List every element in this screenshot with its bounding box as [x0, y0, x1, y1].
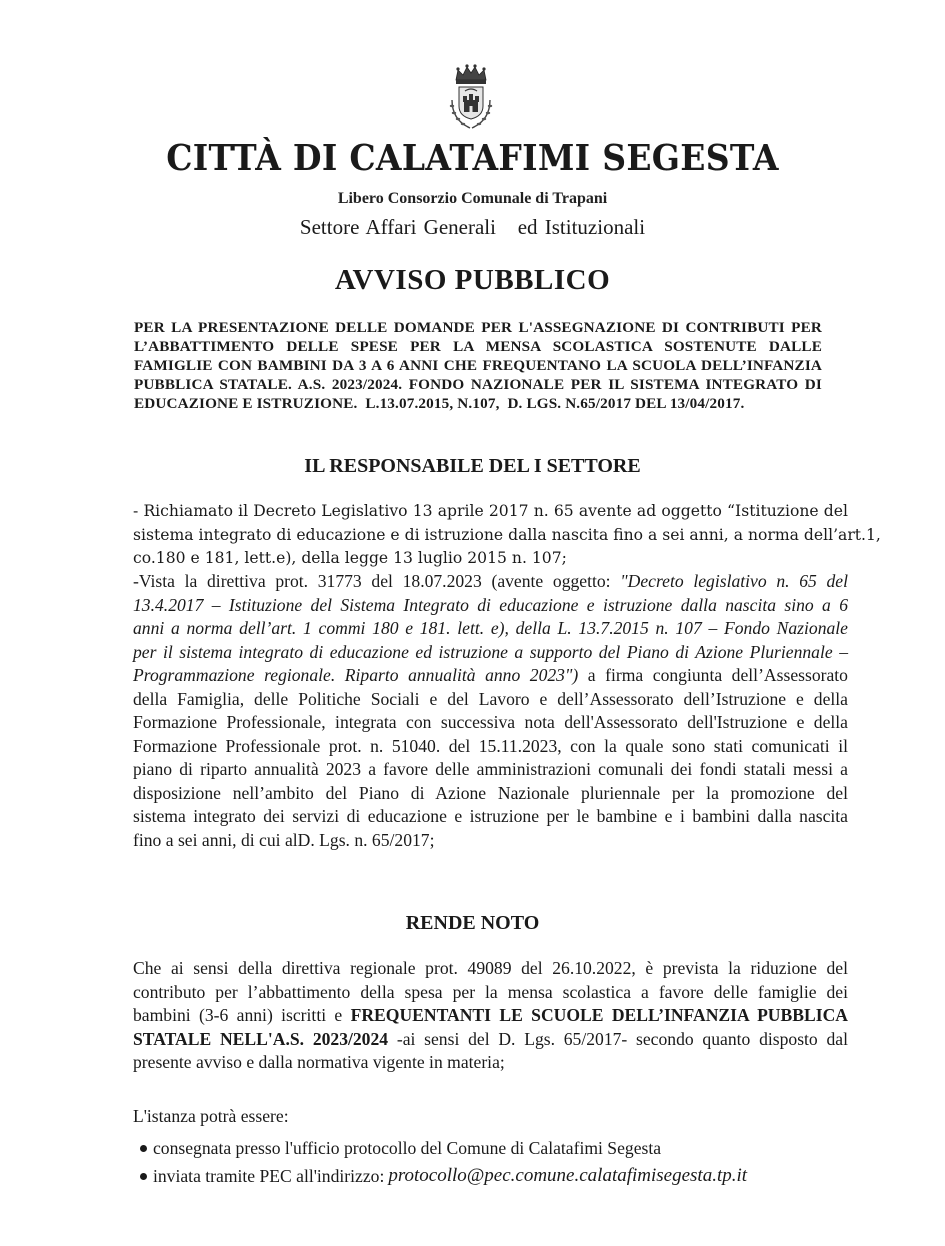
subject-line: EDUCAZIONE E ISTRUZIONE. L.13.07.2015, N.107, D. LGS. N.65/2017 DEL 13/04/2017. — [134, 395, 745, 412]
paragraph-line: disposizione nell’ambito del Piano di Azione Nazionale pluriennale per la promozione del — [133, 782, 848, 803]
paragraph-line: 13.4.2017 – Istituzione del Sistema Integrato di educazione e istruzione dalla nascita sino a 6 — [133, 594, 848, 615]
paragraph-directive — [133, 570, 848, 852]
paragraph-announcement — [133, 957, 848, 1075]
consortium-subtitle: Libero Consorzio Comunale di Trapani — [337, 190, 608, 207]
paragraph-line: Che ai sensi della direttiva regionale prot. 49089 del 26.10.2022, è prevista la riduzione del — [133, 958, 848, 978]
subject-line: PUBBLICA STATALE. A.S. 2023/2024. FONDO NAZIONALE PER IL SISTEMA INTEGRATO DI — [134, 376, 822, 393]
submission-intro: L'istanza potrà essere: — [133, 1106, 289, 1126]
coat-of-arms-icon — [440, 62, 502, 134]
responsible-heading: IL RESPONSABILE DEL I SETTORE — [304, 455, 641, 477]
paragraph-line: della Famiglia, delle Politiche Sociali e del Lavoro e dell’Assessorato dell’Istruzione e della — [133, 688, 848, 709]
notice-title: AVVISO PUBBLICO — [334, 264, 611, 296]
paragraph-line: - Richiamato il Decreto Legislativo 13 aprile 2017 n. 65 avente ad oggetto “Istituzione del — [133, 502, 848, 520]
paragraph-line: piano di riparto annualità 2023 a favore delle amministrazioni comunali dei fondi statali messi a — [133, 759, 848, 779]
pec-email-link[interactable]: protocollo@pec.comune.calatafimisegesta.tp.it — [388, 1165, 748, 1186]
delivery-option-text: inviata tramite PEC all'indirizzo: — [153, 1166, 385, 1186]
subject-line: FAMIGLIE CON BAMBINI DA 3 A 6 ANNI CHE FREQUENTANO LA SCUOLA DELL’INFANZIA — [134, 357, 822, 374]
notice-subject — [134, 318, 822, 413]
paragraph-line: Formazione Professionale prot. n. 51040. del 15.11.2023, con la quale sono stati comunicati il — [133, 735, 848, 756]
department-subtitle: Settore Affari Generali ed Istituzionali — [299, 215, 646, 239]
paragraph-line: Formazione Professionale, integrata con successiva nota dell'Assessorato dell'Istruzione e della — [133, 712, 848, 732]
subject-line: L’ABBATTIMENTO DELLE SPESE PER LA MENSA SCOLASTICA SOSTENUTE DALLE — [134, 338, 822, 355]
paragraph-line: sistema integrato di educazione e di istruzione dalla nascita fino a sei anni, a norma dell’art.1, — [133, 525, 881, 544]
subject-line: PER LA PRESENTAZIONE DELLE DOMANDE PER L'ASSEGNAZIONE DI CONTRIBUTI PER — [134, 319, 822, 336]
rende-noto-heading: RENDE NOTO — [405, 912, 540, 934]
paragraph-line: per il sistema integrato di educazione ed istruzione a supporto del Piano di Azione Pluriennale – — [133, 641, 848, 662]
paragraph-line: STATALE NELL'A.S. 2023/2024 -ai sensi del D. Lgs. 65/2017- secondo quanto disposto dal — [133, 1028, 848, 1049]
bullet-icon — [140, 1145, 147, 1152]
list-item — [140, 1162, 747, 1190]
paragraph-line: co.180 e 181, lett.e), della legge 13 luglio 2015 n. 107; — [133, 549, 567, 567]
paragraph-line: bambini (3-6 anni) iscritti e FREQUENTANTI LE SCUOLE DELL’INFANZIA PUBBLICA — [133, 1005, 848, 1025]
paragraph-line: -Vista la direttiva prot. 31773 del 18.07.2023 (avente oggetto: "Decreto legislativo n. 65 del — [133, 571, 848, 591]
paragraph-line: presente avviso e dalla normativa vigente in materia; — [133, 1052, 505, 1072]
paragraph-line: Programmazione regionale. Riparto annualità anno 2023") a firma congiunta dell’Assessorato — [133, 665, 848, 685]
delivery-option-text: consegnata presso l'ufficio protocollo del Comune di Calatafimi Segesta — [153, 1138, 662, 1158]
paragraph-line: anni a norma dell’art. 1 commi 180 e 181. lett. e), della L. 13.7.2015 n. 107 – Fondo Nazionale — [133, 618, 848, 638]
delivery-options-list — [140, 1134, 747, 1190]
paragraph-line: fino a sei anni, di cui alD. Lgs. n. 65/2017; — [133, 829, 435, 850]
municipality-title: CITTÀ DI CALATAFIMI SEGESTA — [166, 136, 779, 179]
paragraph-line: sistema integrato dei servizi di educazione e istruzione per le bambine e i bambini dalla nascita — [133, 806, 848, 826]
paragraph-line: contributo per l’abbattimento della spesa per la mensa scolastica a favore delle famiglie dei — [133, 981, 848, 1002]
bullet-icon — [140, 1173, 147, 1180]
list-item — [140, 1134, 747, 1162]
paragraph-decree-reference — [133, 500, 881, 571]
